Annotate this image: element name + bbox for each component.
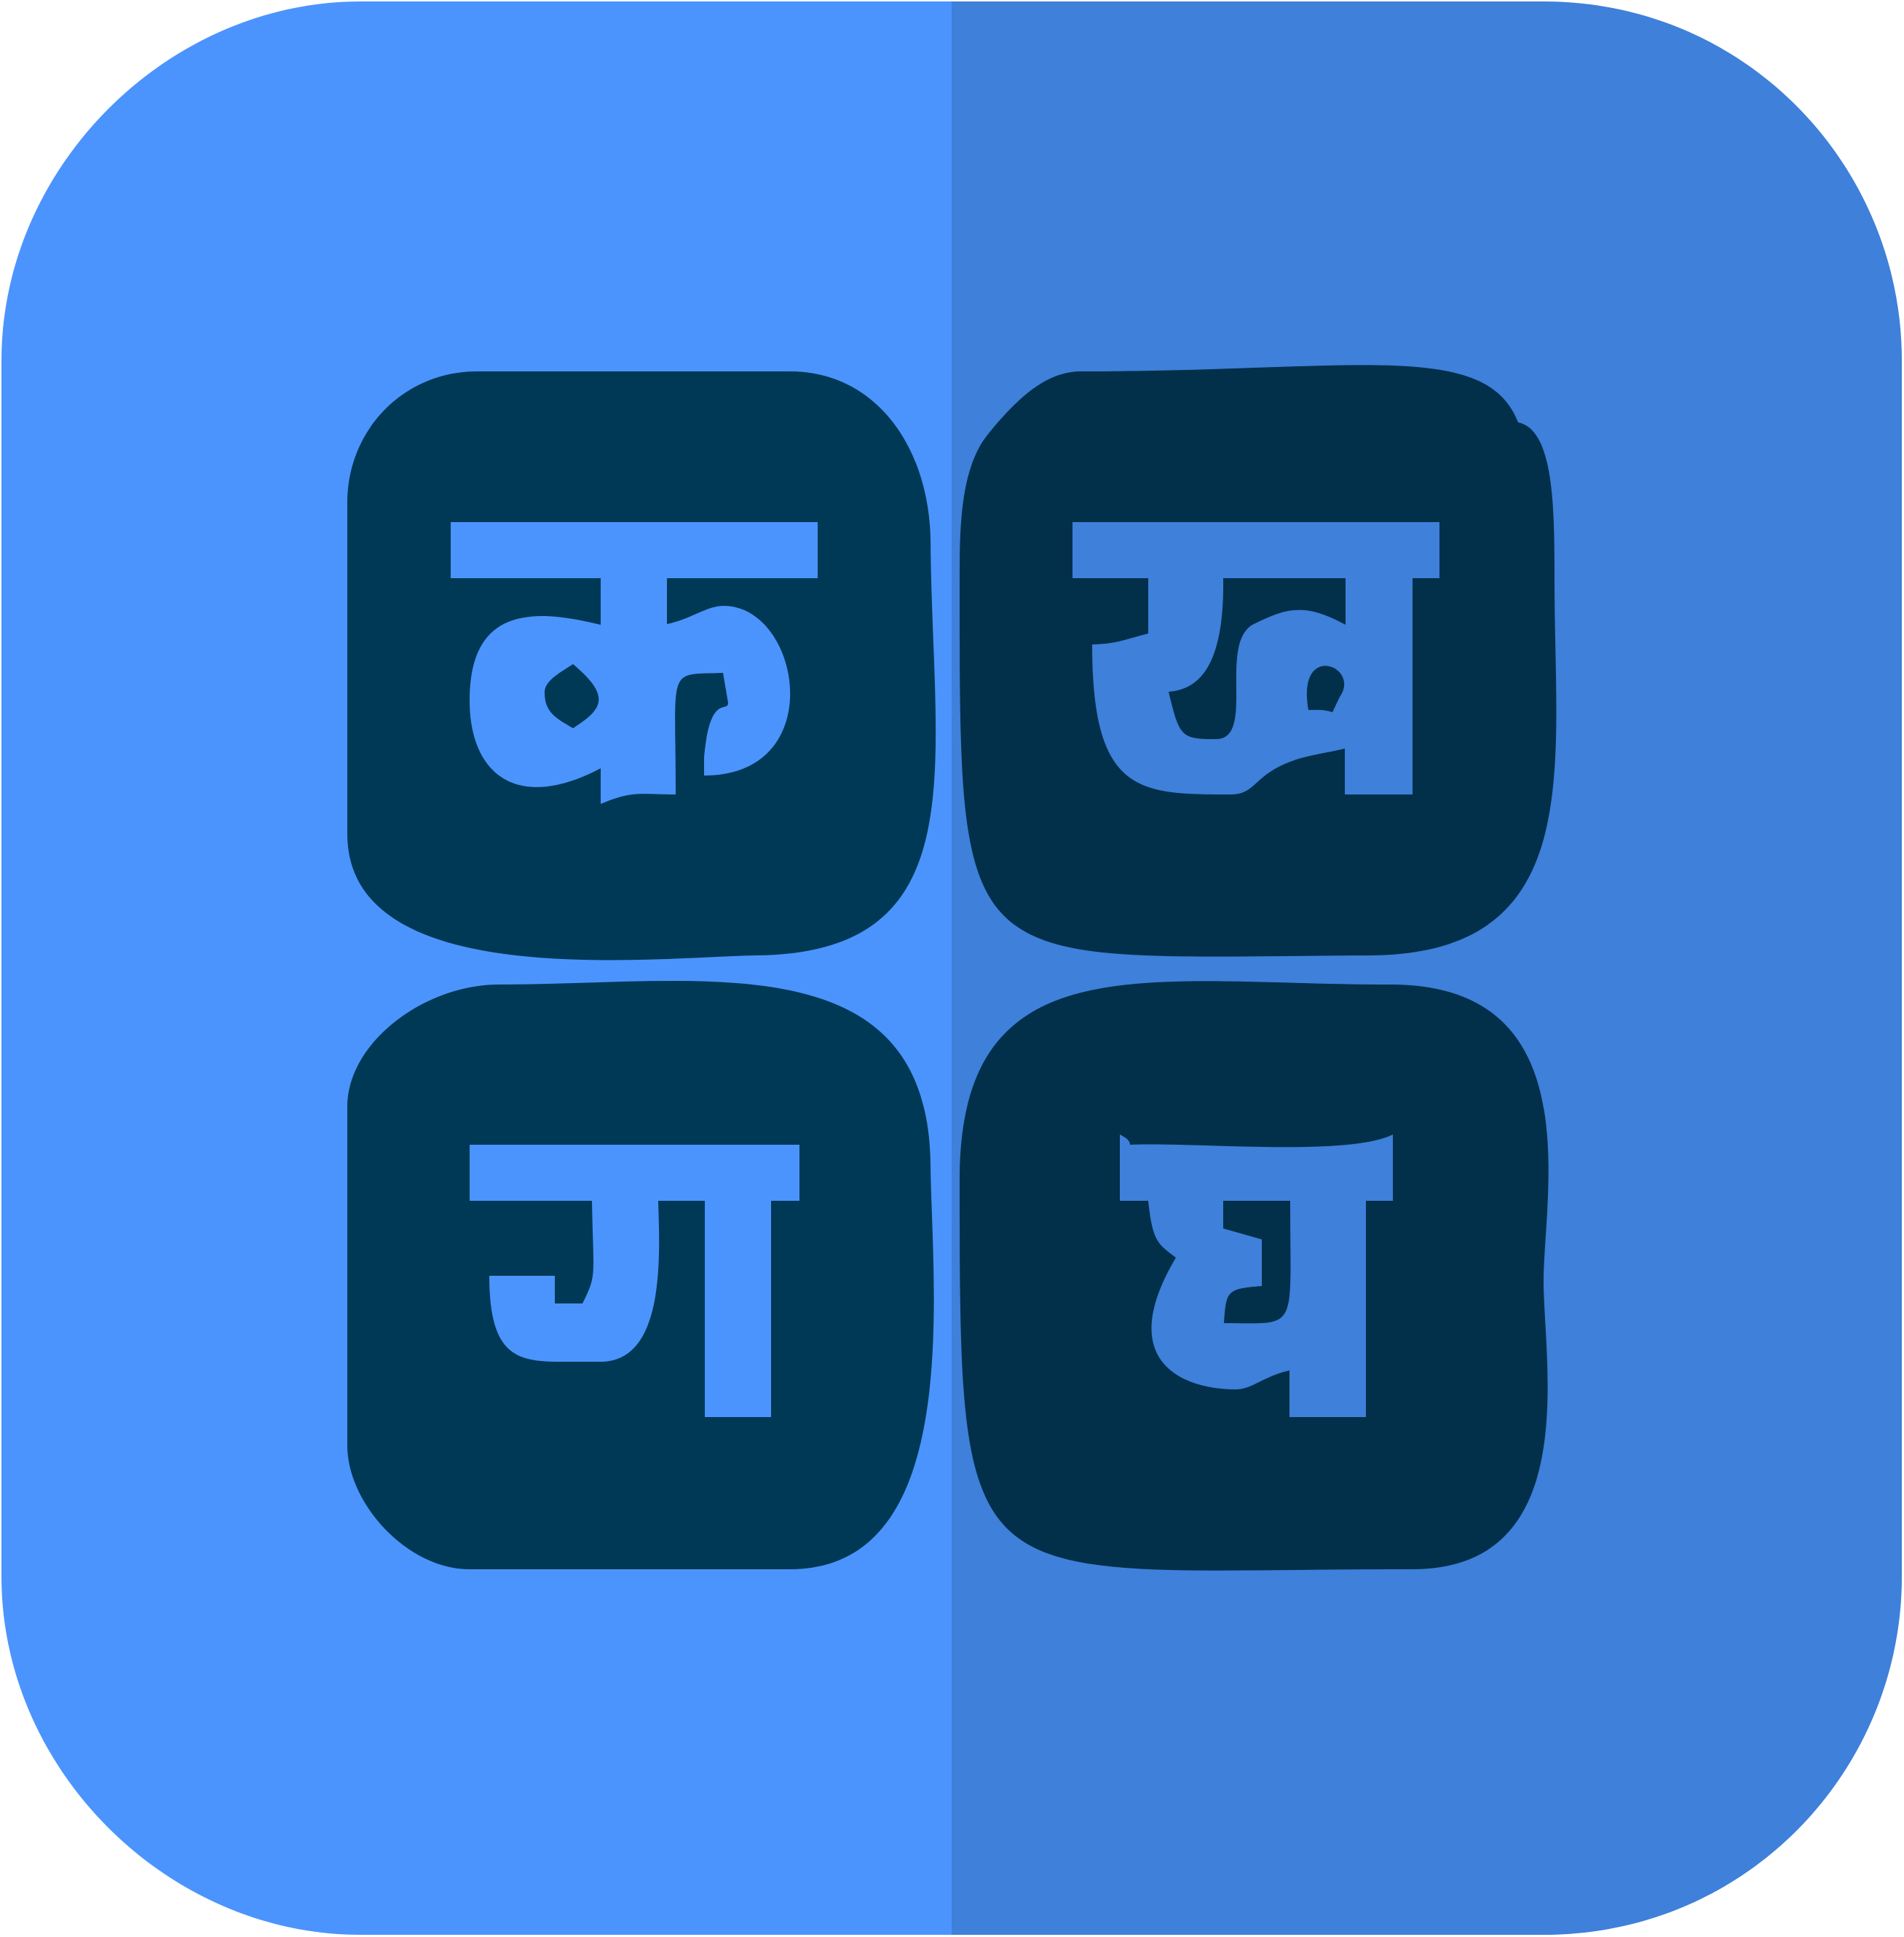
tile-ga — [347, 981, 934, 1569]
tile-gha — [960, 981, 1549, 1570]
tile-ka — [347, 371, 936, 960]
tile-kha — [960, 365, 1556, 956]
background-right-half — [952, 0, 1904, 1937]
devanagari-kha-icon — [1073, 522, 1439, 794]
